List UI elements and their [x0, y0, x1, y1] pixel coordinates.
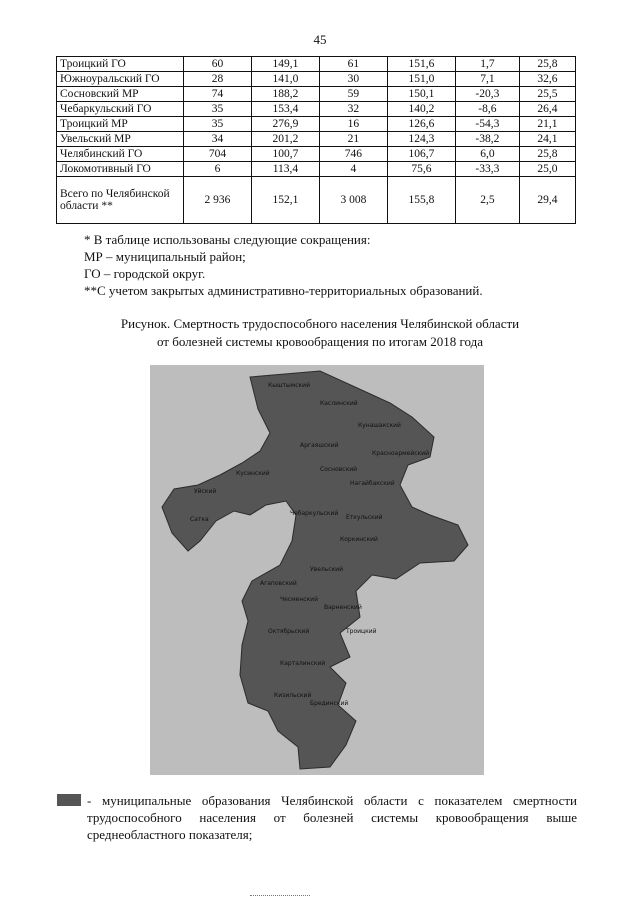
caption-line-2: от болезней системы кровообращения по итогам 2018 года	[156, 334, 484, 349]
table-cell-territory: Челябинский ГО	[57, 147, 184, 162]
table-cell-value: 25,8	[519, 57, 575, 72]
table-cell-value: 26,4	[519, 102, 575, 117]
table-cell-value: 28	[184, 72, 252, 87]
table-row	[57, 162, 576, 177]
table-cell-value: 32,6	[519, 72, 575, 87]
table-row	[57, 57, 576, 72]
table-cell-value: 6	[184, 162, 252, 177]
table-cell-value: 140,2	[387, 102, 455, 117]
map-label: Сатка	[190, 516, 209, 523]
table-cell-value: 4	[319, 162, 387, 177]
table-row	[57, 117, 576, 132]
table-cell-value: 61	[319, 57, 387, 72]
table-cell-territory: Чебаркульский ГО	[57, 102, 184, 117]
table-notes	[84, 231, 483, 299]
table-cell-value: 152,1	[251, 177, 319, 224]
table-row	[57, 132, 576, 147]
table-cell-value: 16	[319, 117, 387, 132]
table-cell-value: 30	[319, 72, 387, 87]
table-cell-value: 2,5	[455, 177, 519, 224]
figure-caption	[0, 315, 640, 351]
table-cell-value: 25,5	[519, 87, 575, 102]
map-label: Брединский	[310, 700, 349, 707]
map-label: Карталинский	[280, 660, 326, 667]
table-cell-value: 151,0	[387, 72, 455, 87]
note-abbreviations: * В таблице использованы следующие сокращения:	[84, 232, 371, 247]
table-cell-value: -33,3	[455, 162, 519, 177]
table-cell-value: 106,7	[387, 147, 455, 162]
table-cell-territory: Увельский МР	[57, 132, 184, 147]
table-cell-value: 188,2	[251, 87, 319, 102]
map-label: Кизильский	[274, 692, 312, 699]
table-cell-value: 59	[319, 87, 387, 102]
table-cell-territory: Сосновский МР	[57, 87, 184, 102]
table-cell-value: 34	[184, 132, 252, 147]
map-label: Чебаркульский	[290, 510, 339, 517]
note-closed-territories: **С учетом закрытых административно-территориальных образований.	[84, 283, 483, 298]
table-cell-value: 113,4	[251, 162, 319, 177]
table-cell-value: 153,4	[251, 102, 319, 117]
table-cell-value: 35	[184, 117, 252, 132]
map-label: Агаповский	[260, 580, 297, 587]
table-cell-value: 74	[184, 87, 252, 102]
map-label: Октябрьский	[268, 628, 310, 635]
table-cell-value: 1,7	[455, 57, 519, 72]
table-cell-territory: Локомотивный ГО	[57, 162, 184, 177]
table-cell-value: 124,3	[387, 132, 455, 147]
map-label: Еткульский	[346, 514, 383, 521]
table-cell-territory: Всего по Челябинской области **	[57, 177, 184, 224]
footer-divider	[250, 895, 310, 896]
map-label: Троицкий	[346, 628, 377, 635]
table-cell-value: 25,0	[519, 162, 575, 177]
table-row	[57, 147, 576, 162]
table-cell-value: 150,1	[387, 87, 455, 102]
map-label: Кунашакский	[358, 422, 401, 429]
table-cell-value: 746	[319, 147, 387, 162]
table-cell-value: 3 008	[319, 177, 387, 224]
map-label: Увельский	[310, 566, 343, 573]
table-cell-value: 100,7	[251, 147, 319, 162]
table-cell-value: 141,0	[251, 72, 319, 87]
map-label: Варненский	[324, 604, 362, 611]
map-label: Сосновский	[320, 466, 358, 473]
table-cell-territory: Троицкий МР	[57, 117, 184, 132]
table-cell-value: 149,1	[251, 57, 319, 72]
table-total-row	[57, 177, 576, 224]
table-cell-value: 151,6	[387, 57, 455, 72]
table-cell-value: 21	[319, 132, 387, 147]
map-label: Кыштымский	[268, 382, 310, 389]
table-cell-value: -38,2	[455, 132, 519, 147]
table-cell-value: 35	[184, 102, 252, 117]
table-cell-value: -20,3	[455, 87, 519, 102]
map-svg	[150, 365, 484, 775]
map-label: Уйский	[194, 488, 217, 495]
table-cell-territory: Южноуральский ГО	[57, 72, 184, 87]
table-cell-value: 29,4	[519, 177, 575, 224]
map-label: Коркинский	[340, 536, 378, 543]
page-number: 45	[313, 32, 327, 47]
table-cell-value: 75,6	[387, 162, 455, 177]
table-cell-value: 7,1	[455, 72, 519, 87]
table-cell-value: 60	[184, 57, 252, 72]
table-cell-value: 126,6	[387, 117, 455, 132]
table-cell-value: 24,1	[519, 132, 575, 147]
map-label: Чесменский	[280, 596, 318, 603]
map-label: Аргаяшский	[300, 442, 339, 449]
map-label: Каслинский	[320, 400, 358, 407]
caption-line-1: Рисунок. Смертность трудоспособного населения Челябинской области	[120, 316, 520, 331]
table-cell-value: 704	[184, 147, 252, 162]
table-cell-value: 201,2	[251, 132, 319, 147]
table-row	[57, 72, 576, 87]
note-mr: МР – муниципальный район;	[84, 249, 246, 264]
table-row	[57, 102, 576, 117]
table-cell-value: 25,8	[519, 147, 575, 162]
note-go: ГО – городской округ.	[84, 266, 206, 281]
table-row	[57, 87, 576, 102]
table-cell-value: -54,3	[455, 117, 519, 132]
table-cell-value: 6,0	[455, 147, 519, 162]
table-cell-value: 2 936	[184, 177, 252, 224]
mortality-table	[56, 56, 576, 224]
table-cell-territory: Троицкий ГО	[57, 57, 184, 72]
region-map	[150, 365, 484, 775]
map-label: Кусинский	[236, 470, 270, 477]
table-cell-value: -8,6	[455, 102, 519, 117]
map-label: Нагайбакский	[350, 480, 395, 487]
map-label: Красноармейский	[372, 450, 429, 457]
legend-text: - муниципальные образования Челябинской области с показателем смертности трудоспособного населения от болезней системы кровообращения выше среднеобластного показателя;	[87, 793, 577, 842]
table-cell-value: 155,8	[387, 177, 455, 224]
map-legend	[57, 792, 577, 843]
legend-swatch	[57, 794, 81, 806]
table-cell-value: 276,9	[251, 117, 319, 132]
table-cell-value: 32	[319, 102, 387, 117]
table-cell-value: 21,1	[519, 117, 575, 132]
